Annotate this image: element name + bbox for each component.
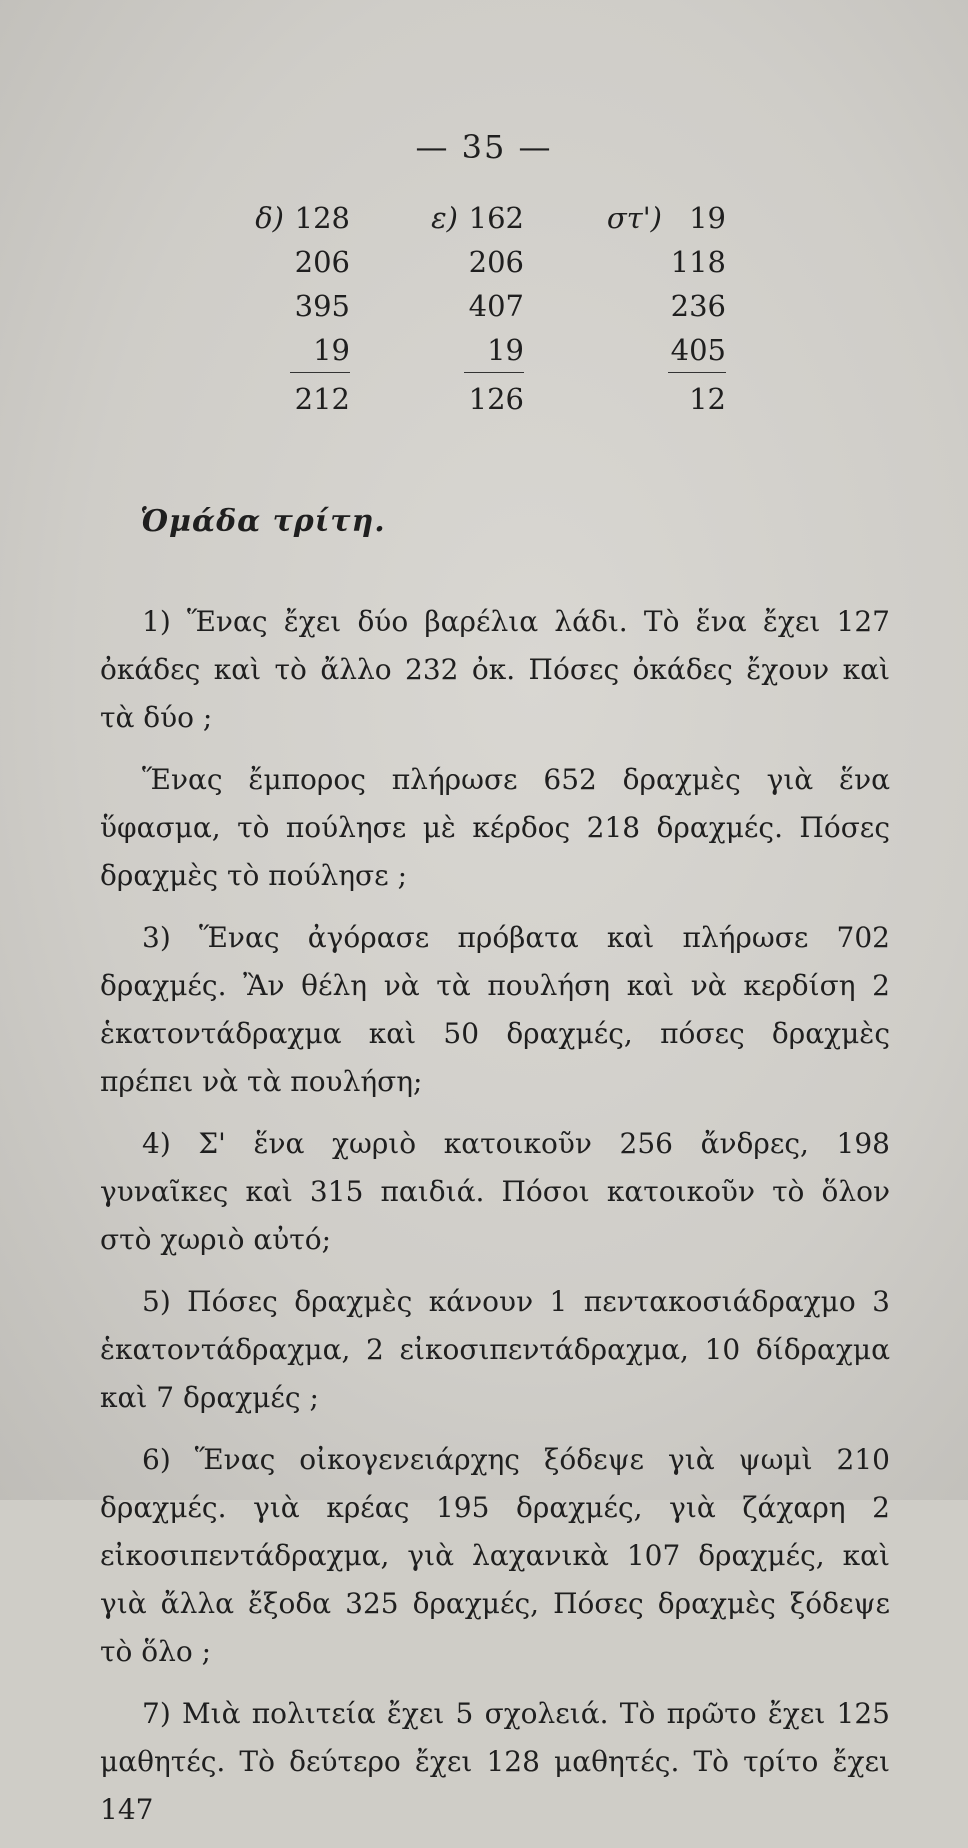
sum-column-delta	[255, 196, 350, 421]
problem-6: 6) Ἕνας οἰκογενειάρχης ξόδεψε γιὰ ψωμὶ 210 δραχμές. γιὰ κρέας 195 δραχμές, γιὰ ζάχαρη 2 εἰκοσιπεντάδραχμα, γιὰ λαχανικὰ 107 δραχμές, καὶ γιὰ ἄλλα ἔξοδα 325 δραχμές, Πόσες δραχμὲς ξόδεψε τὸ ὅλο ;	[100, 1443, 890, 1668]
sum-number: 206	[468, 245, 524, 279]
problem-list	[100, 598, 890, 1848]
sum-number: 407	[468, 289, 524, 323]
sum-number: 162	[468, 201, 524, 235]
sum-total: 126	[468, 382, 524, 416]
problem-4: 4) Σ' ἕνα χωριὸ κατοικοῦν 256 ἄνδρες, 198 γυναῖκες καὶ 315 παιδιά. Πόσοι κατοικοῦν τὸ ὅλον στὸ χωριὸ αὐτό;	[100, 1127, 890, 1256]
problem-5: 5) Πόσες δραχμὲς κάνουν 1 πεντακοσιάδραχμο 3 ἑκατοντάδραχμα, 2 εἰκοσιπεντάδραχμα, 10 δίδραχμα καὶ 7 δραχμές ;	[100, 1285, 890, 1414]
problem-7: 7) Μιὰ πολιτεία ἔχει 5 σχολειά. Τὸ πρῶτο ἔχει 125 μαθητές. Τὸ δεύτερο ἔχει 128 μαθητές. Τὸ τρίτο ἔχει 147	[100, 1697, 890, 1826]
sum-column-stigma	[606, 196, 726, 421]
addition-exercises	[0, 196, 968, 436]
sum-total: 212	[294, 382, 350, 416]
problem-1: 1) Ἕνας ἔχει δύο βαρέλια λάδι. Τὸ ἕνα ἔχει 127 ὀκάδες καὶ τὸ ἄλλο 232 ὀκ. Πόσες ὀκάδες ἔχουν καὶ τὰ δύο ;	[100, 605, 890, 734]
sum-number: 395	[294, 289, 350, 323]
sum-number: 405	[668, 328, 726, 373]
sum-number: 19	[689, 201, 726, 235]
sum-column-epsilon	[431, 196, 524, 421]
sum-number: 118	[670, 245, 726, 279]
page-number: — 35 —	[415, 128, 553, 166]
sum-label: δ)	[255, 201, 284, 235]
sum-total: 12	[689, 382, 726, 416]
group-title: Ὁμάδα τρίτη.	[140, 504, 386, 539]
sum-number: 19	[290, 328, 350, 373]
problem-2: Ἕνας ἔμπορος πλήρωσε 652 δραχμὲς γιὰ ἕνα ὕφασμα, τὸ πούλησε μὲ κέρδος 218 δραχμές. Πόσες δραχμὲς τὸ πούλησε ;	[100, 763, 890, 892]
sum-label: ε)	[431, 201, 458, 235]
sum-number: 19	[464, 328, 524, 373]
sum-number: 236	[670, 289, 726, 323]
problem-3: 3) Ἕνας ἀγόρασε πρόβατα καὶ πλήρωσε 702 δραχμές. Ἂν θέλη νὰ τὰ πουλήση καὶ νὰ κερδίση 2 ἑκατοντάδραχμα καὶ 50 δραχμές, πόσες δραχμὲς πρέπει νὰ τὰ πουλήση;	[100, 921, 890, 1098]
sum-number: 128	[294, 201, 350, 235]
sum-label: στ')	[606, 201, 662, 235]
sum-number: 206	[294, 245, 350, 279]
